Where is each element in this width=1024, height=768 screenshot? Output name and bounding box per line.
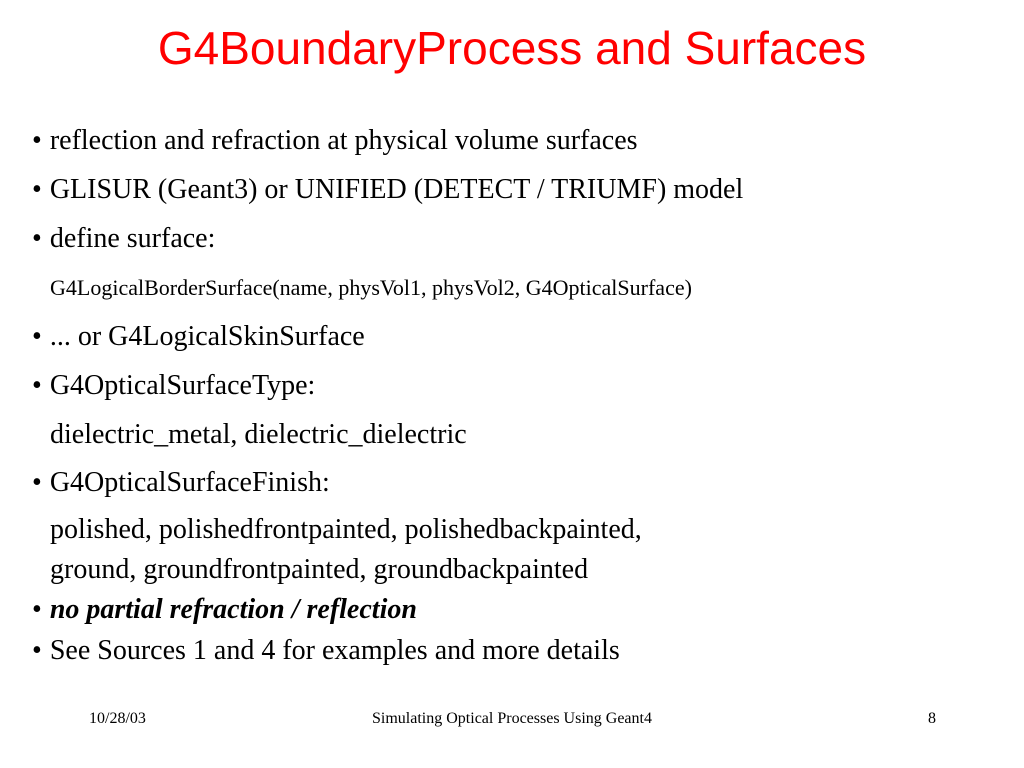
sub-line: G4LogicalBorderSurface(name, physVol1, physVol2, G4OpticalSurface) [50, 275, 692, 300]
bullet-glyph: • [32, 594, 42, 625]
bullet-line [32, 222, 215, 256]
bullet-glyph: • [32, 223, 42, 254]
bullet-line [32, 593, 417, 627]
footer-page-number: 8 [928, 710, 936, 727]
footer-date: 10/28/03 [89, 710, 146, 727]
bullet-line [32, 634, 620, 668]
bullet-line [32, 124, 638, 158]
sub-line: polished, polishedfrontpainted, polishedbackpainted, [50, 514, 642, 545]
bullet-text: define surface: [49, 223, 216, 254]
bullet-line [32, 369, 315, 403]
bullet-text-emphasis: no partial refraction / reflection [49, 594, 417, 625]
bullet-line [32, 466, 330, 500]
bullet-text: reflection and refraction at physical volume surfaces [49, 125, 638, 156]
bullet-text: G4OpticalSurfaceFinish: [49, 467, 330, 498]
sub-line: ground, groundfrontpainted, groundbackpainted [50, 554, 589, 585]
bullet-text: ... or G4LogicalSkinSurface [49, 321, 365, 352]
bullet-line [32, 320, 365, 354]
sub-line: dielectric_metal, dielectric_dielectric [50, 419, 467, 450]
slide-title: G4BoundaryProcess and Surfaces [157, 22, 867, 74]
footer-title: Simulating Optical Processes Using Geant4 [372, 710, 652, 727]
bullet-line [32, 173, 743, 207]
bullet-glyph: • [32, 174, 42, 205]
bullet-text: G4OpticalSurfaceType: [49, 370, 316, 401]
bullet-text: GLISUR (Geant3) or UNIFIED (DETECT / TRIUMF) model [49, 174, 744, 205]
bullet-glyph: • [32, 370, 42, 401]
bullet-glyph: • [32, 321, 42, 352]
bullet-glyph: • [32, 125, 42, 156]
bullet-glyph: • [32, 467, 42, 498]
bullet-text: See Sources 1 and 4 for examples and more details [49, 635, 620, 666]
bullet-glyph: • [32, 635, 42, 666]
